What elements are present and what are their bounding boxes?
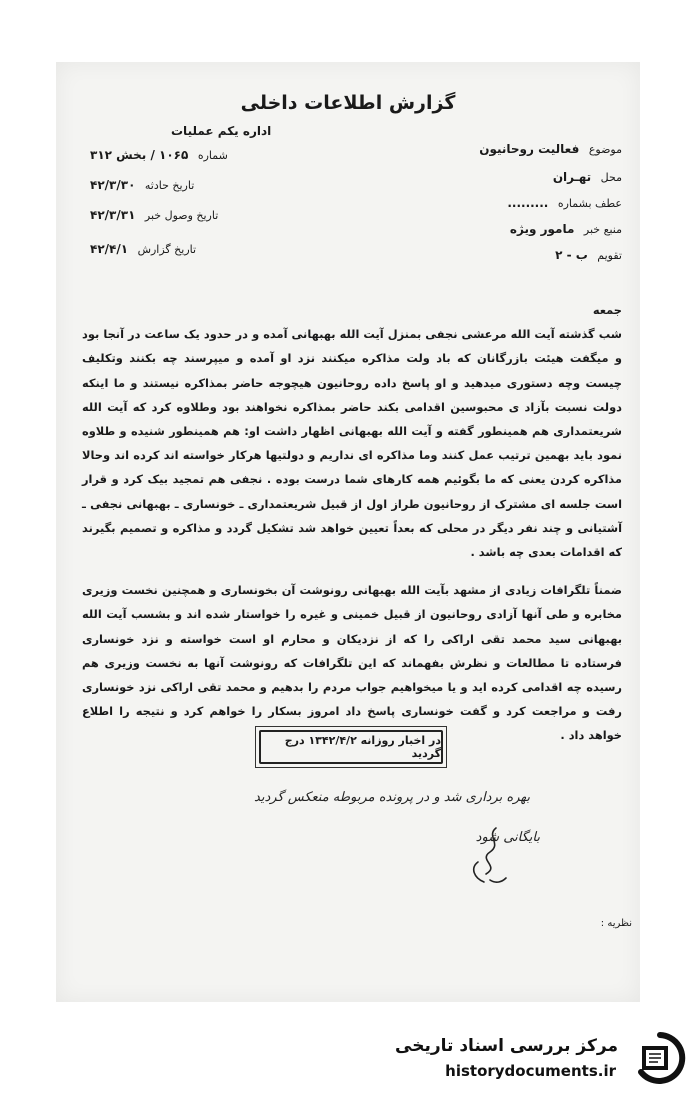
signature-mark bbox=[456, 822, 516, 892]
place-field bbox=[553, 170, 622, 184]
stamp-text: در اخبار روزانه ۱۳۴۲/۴/۲ درج گردید bbox=[284, 734, 441, 760]
reference-field: عطف بشماره ......... bbox=[507, 196, 622, 210]
number-label: شماره bbox=[197, 149, 228, 162]
place-label: محل bbox=[600, 171, 622, 184]
event-date-field bbox=[90, 178, 194, 192]
number-value: ۱۰۶۵ / بخش ۳۱۲ bbox=[90, 148, 189, 162]
office-name: اداره یکم عملیات bbox=[171, 124, 272, 138]
document-page bbox=[56, 62, 640, 1002]
event-date-value: ۴۲/۳/۳۰ bbox=[90, 178, 136, 192]
reference-label: عطف بشماره bbox=[557, 197, 622, 210]
body-paragraph-2: ضمناً تلگرافات زیادی از مشهد بآیت الله بهبهانی رونوشت آن بخونساری و همچنین نخست وزیری مخابره و طی آنها آزادی روحانیون از قبیل خمینی و غیره را خواستار شده اند و بشسب آیت الله بهبهانی سید محمد تقی اراکی را که از نزدیکان و محارم او است خواسته و نزد خونساری فرستاده تا مطالعات و نظرش بفهماند که این تلگرافات که رونوشت آنها به نخست وزیری هم رسیده چه اقدامی کرده اید و یا میخواهیم جواب مردم را بدهیم و محمد تقی اراکی نزد خونساری رفت و مراجعت کرد و گفت خونساری پاسخ داد امروز بسکار را خواهم کرد و نتیجه را اطلاع خواهد داد . bbox=[82, 583, 622, 743]
subject-value: فعالیت روحانیون bbox=[479, 142, 580, 156]
source-field bbox=[510, 222, 622, 236]
handwritten-note: بهره برداری شد و در پرونده مربوطه منعکس گردید bbox=[254, 790, 530, 805]
source-value: مامور ویژه bbox=[509, 222, 575, 236]
source-label: منبع خبر bbox=[583, 223, 622, 236]
rating-value: ب - ۲ bbox=[555, 248, 588, 262]
receipt-date-value: ۴۲/۳/۳۱ bbox=[90, 208, 136, 222]
rating-label: تقویم bbox=[597, 249, 622, 262]
subject-field bbox=[479, 142, 622, 156]
report-date-field bbox=[90, 242, 196, 256]
receipt-date-field bbox=[90, 208, 218, 222]
report-date-value: ۴۲/۴/۱ bbox=[90, 242, 129, 256]
receipt-date-label: تاریخ وصول خبر bbox=[144, 209, 219, 222]
report-body bbox=[82, 298, 622, 748]
archive-footer bbox=[395, 1030, 690, 1086]
event-date-label: تاریخ حادثه bbox=[144, 179, 195, 192]
place-value: تهـران bbox=[552, 170, 592, 184]
body-heading: جمعه bbox=[592, 303, 622, 317]
archive-stamp bbox=[259, 730, 443, 764]
report-date-label: تاریخ گزارش bbox=[137, 243, 197, 256]
subject-label: موضوع bbox=[588, 143, 622, 156]
archive-logo-icon bbox=[632, 1032, 688, 1084]
document-title: گزارش اطلاعات داخلی bbox=[240, 92, 456, 114]
archive-website: historydocuments.ir bbox=[445, 1062, 616, 1080]
number-field bbox=[90, 148, 228, 162]
notes-label: نظریه : bbox=[600, 918, 632, 929]
handwritten-archive-instruction: بایگانی شود bbox=[475, 830, 540, 845]
archive-name: مرکز بررسی اسناد تاریخی bbox=[395, 1036, 618, 1056]
body-paragraph-1: شب گذشته آیت الله مرعشی نجفی بمنزل آیت الله بهبهانی آمده و در حدود یک ساعت در آنجا بود و میگفت هیئت بازرگانان که باد ولت مذاکره میکنند نزد او آمده و میپرسند چه بکنند وتکلیف چیست وچه دستوری میدهید و او پاسخ داده روحانیون هیچوجه حاضر بمذاکره نیستند و ما اینکه دولت نسبت بآزاد ی محبوسین اقدامی بکند حاضر بمذاکره نخواهند بود وطلاوه کرد که آیت الله شریعتمداری هم همینطور گفته و آیت الله بهبهانی اظهار داشت او: هم همینطور شنیده و طلاوه نمود باید بهمین ترتیب عمل کنند وما مذاکره ای نداریم و دولتیها هرکار خواسته اند کرده اند وحالا مذاکره کردن یعنی که ما بگوئیم همه کارهای شما درست بوده . نجفی هم تمجید بیک کرد و قرار است جلسه ای مشترک از روحانیون طراز اول از قبیل شریعتمداری ـ خونساری ـ بهبهانی نجفی ـ آشتیانی و چند نفر دیگر در محلی که بعداً تعیین خواهد شد تشکیل گردد و مذاکره و تصمیم بگیرند که اقدامات بعدی چه باشد . bbox=[82, 327, 622, 560]
rating-field bbox=[555, 248, 622, 262]
